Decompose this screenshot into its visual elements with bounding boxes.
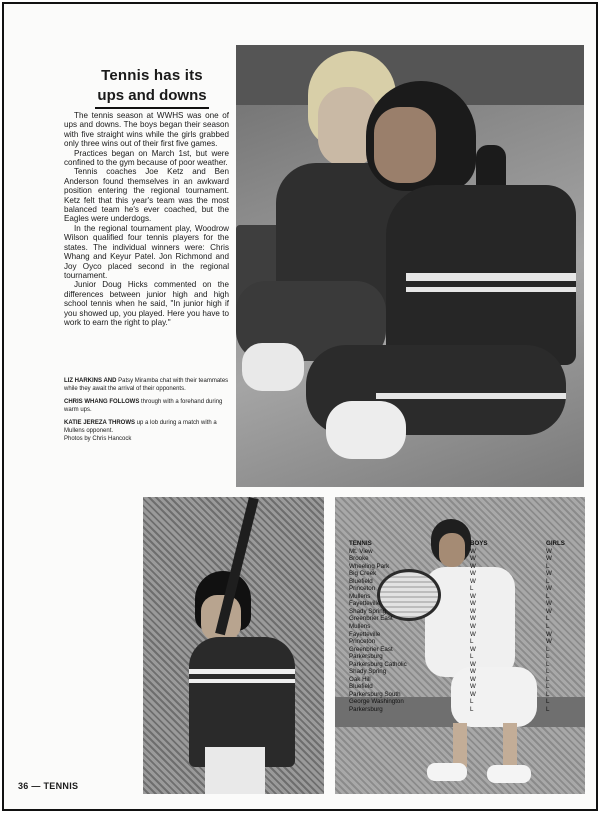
results-team: Mt. View xyxy=(349,547,373,555)
results-row xyxy=(349,555,581,563)
results-team: Mullens xyxy=(349,592,371,600)
results-team: Bluefield xyxy=(349,683,373,691)
results-row xyxy=(349,563,581,571)
results-girls: L xyxy=(546,668,550,676)
results-girls: W xyxy=(546,585,552,593)
results-boys: W xyxy=(470,547,476,555)
article-headline xyxy=(92,66,212,109)
results-boys: W xyxy=(470,660,476,668)
photo-captions xyxy=(64,378,229,449)
results-team: Greenbrier East xyxy=(349,645,393,653)
results-girls: L xyxy=(546,615,550,623)
results-girls: L xyxy=(546,653,550,661)
results-girls: L xyxy=(546,675,550,683)
results-row xyxy=(349,593,581,601)
results-row xyxy=(349,570,581,578)
results-boys: L xyxy=(470,698,474,706)
article-paragraph: Tennis coaches Joe Ketz and Ben Anderson found themselves in an awkward position entering the regional tournament. Ketz felt that this year's team was the most balanced team he's ever coached, but the Eagles were underdogs. xyxy=(64,167,229,224)
results-girls: W xyxy=(546,570,552,578)
results-team: George Washington xyxy=(349,698,404,706)
results-row xyxy=(349,646,581,654)
results-girls: L xyxy=(546,577,550,585)
results-boys: W xyxy=(470,577,476,585)
caption: LIZ HARKINS AND Patsy Miramba chat with their teammates while they await the arrival of their opponents. xyxy=(64,378,229,392)
photo-player-forehand xyxy=(143,497,324,794)
results-team: Fayetteville xyxy=(349,630,381,638)
article-paragraph: Junior Doug Hicks commented on the differences between junior high and high school tennis when he said, "In junior high if you showed up, you played. Here you have to work to earn the right to play." xyxy=(64,280,229,327)
results-team: Fayetteville xyxy=(349,600,381,608)
article-paragraph: The tennis season at WWHS was one of ups and downs. The boys began their season with five straight wins while the girls grabbed only three wins out of their first five games. xyxy=(64,111,229,149)
results-girls: W xyxy=(546,547,552,555)
results-row xyxy=(349,600,581,608)
results-girls: W xyxy=(546,555,552,563)
results-boys: W xyxy=(470,623,476,631)
results-body xyxy=(349,548,581,714)
article-paragraph: In the regional tournament play, Woodrow Wilson qualified four tennis players for the states. The individual winners were: Chris Whang and Keyur Patel. Jon Richmond and Joy Oyco placed second in the regional tournament. xyxy=(64,223,229,280)
results-boys: L xyxy=(470,638,474,646)
results-girls: W xyxy=(546,607,552,615)
article-paragraph: Practices began on March 1st, but were confined to the gym because of poor weather. xyxy=(64,148,229,168)
season-results-table xyxy=(349,540,581,714)
results-boys: W xyxy=(470,615,476,623)
results-girls: W xyxy=(546,600,552,608)
header-girls: GIRLS xyxy=(546,540,565,547)
results-boys: L xyxy=(470,706,474,714)
header-boys: BOYS xyxy=(470,540,488,547)
results-girls: L xyxy=(546,660,550,668)
results-team: Oak Hill xyxy=(349,675,371,683)
results-team: Parkersburg xyxy=(349,706,383,714)
results-boys: W xyxy=(470,645,476,653)
results-row xyxy=(349,706,581,714)
results-team: Princeton xyxy=(349,638,376,646)
results-row xyxy=(349,615,581,623)
results-row xyxy=(349,698,581,706)
article-body xyxy=(64,111,229,327)
results-girls: L xyxy=(546,690,550,698)
results-girls: L xyxy=(546,645,550,653)
results-header-row xyxy=(349,540,581,548)
results-boys: W xyxy=(470,668,476,676)
results-girls: L xyxy=(546,698,550,706)
page-folio: 36 — TENNIS xyxy=(18,781,79,791)
results-team: Brooke xyxy=(349,555,369,563)
results-boys: W xyxy=(470,607,476,615)
results-row xyxy=(349,638,581,646)
results-girls: L xyxy=(546,562,550,570)
results-team: Bluefield xyxy=(349,577,373,585)
results-team: Big Creek xyxy=(349,570,377,578)
photo-credit: Photos by Chris Hancock xyxy=(64,435,132,442)
results-girls: W xyxy=(546,638,552,646)
results-row xyxy=(349,691,581,699)
results-team: Princeton xyxy=(349,585,376,593)
results-row xyxy=(349,676,581,684)
results-team: Parkersburg xyxy=(349,653,383,661)
results-boys: W xyxy=(470,600,476,608)
results-boys: W xyxy=(470,630,476,638)
results-boys: W xyxy=(470,562,476,570)
caption: KATIE JEREZA THROWS up a lob during a match with a Mullens opponent. xyxy=(64,420,217,434)
results-girls: L xyxy=(546,592,550,600)
results-team: Wheeling Park xyxy=(349,562,390,570)
results-row xyxy=(349,661,581,669)
headline-line-2: ups and downs xyxy=(95,86,208,109)
results-boys: W xyxy=(470,570,476,578)
results-row xyxy=(349,683,581,691)
results-boys: L xyxy=(470,585,474,593)
results-row xyxy=(349,608,581,616)
results-row xyxy=(349,653,581,661)
photo-players-seated xyxy=(236,45,584,487)
caption: CHRIS WHANG FOLLOWS through with a forehand during warm ups. xyxy=(64,399,223,413)
results-team: Shady Spring xyxy=(349,668,387,676)
results-team: Parkersburg South xyxy=(349,690,401,698)
results-team: Greenbrier East xyxy=(349,615,393,623)
results-row xyxy=(349,585,581,593)
results-girls: L xyxy=(546,683,550,691)
results-boys: W xyxy=(470,555,476,563)
results-boys: L xyxy=(470,653,474,661)
results-girls: W xyxy=(546,630,552,638)
results-boys: W xyxy=(470,683,476,691)
results-row xyxy=(349,578,581,586)
results-row xyxy=(349,548,581,556)
results-boys: W xyxy=(470,690,476,698)
headline-line-1: Tennis has its xyxy=(101,67,203,84)
results-row xyxy=(349,623,581,631)
results-girls: L xyxy=(546,706,550,714)
results-team: Mullens xyxy=(349,623,371,631)
results-team: Shady Spring xyxy=(349,607,387,615)
results-row xyxy=(349,631,581,639)
results-boys: W xyxy=(470,592,476,600)
header-team: TENNIS xyxy=(349,540,372,547)
results-girls: L xyxy=(546,623,550,631)
results-row xyxy=(349,668,581,676)
results-boys: W xyxy=(470,675,476,683)
results-team: Parkersburg Catholic xyxy=(349,660,407,668)
